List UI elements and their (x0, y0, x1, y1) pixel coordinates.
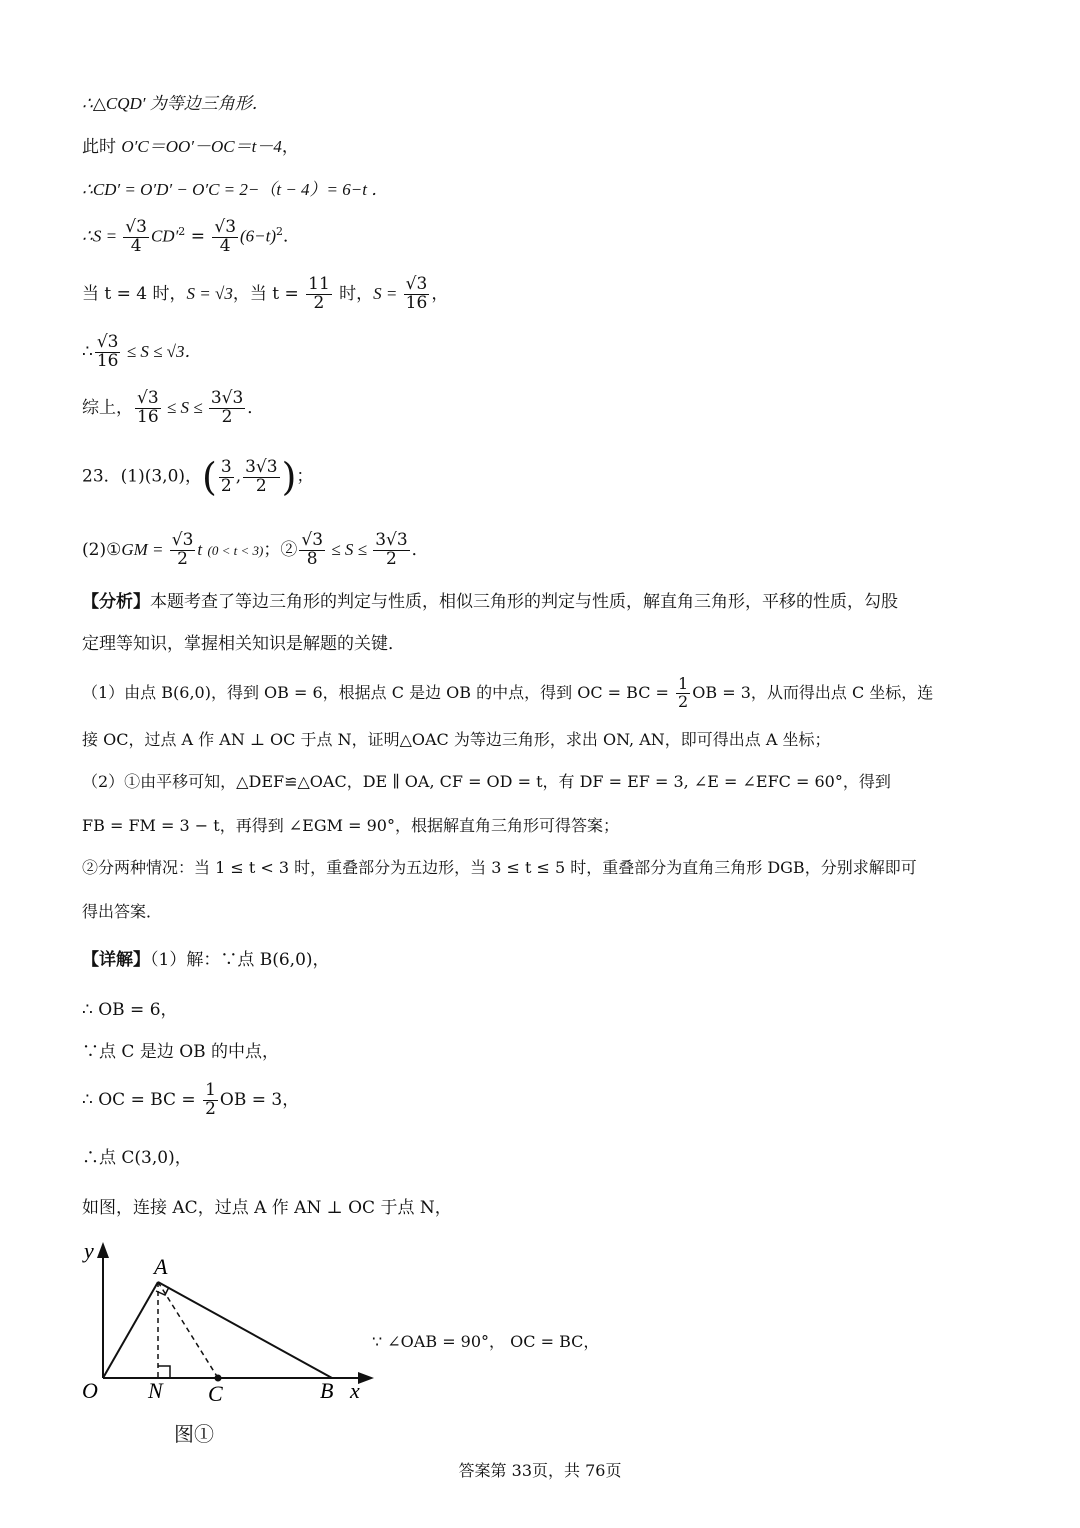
label-n: N (148, 1378, 163, 1403)
line-range-second-case: ∴ $\frac{√3}{16}$ ≤ S ≤ √3． (82, 332, 202, 371)
analysis-paragraph-cont: 定理等知识，掌握相关知识是解题的关键． (82, 634, 405, 654)
segment-ab (158, 1282, 332, 1378)
label-y: y (84, 1238, 94, 1263)
analysis-step2-cont: FB = FM = 3 − t，再得到 ∠EGM = 90°，根据解直角三角形可得答案； (82, 816, 619, 835)
detail-line-7: ∵ ∠OAB = 90°， OC = BC， (372, 1332, 600, 1351)
fraction: $\frac{3}{2}$ (220, 456, 232, 496)
label-o: O (82, 1378, 98, 1403)
line-equilateral-cqd: ∴△CQD′ 为等边三角形． (82, 94, 269, 113)
analysis-step3-cont: 得出答案． (82, 902, 163, 921)
fraction: $\frac{3√3}{2}$ (210, 388, 244, 427)
line-overall-range: 综上， $\frac{√3}{16}$ ≤ S ≤ $\frac{3√3}{2}$ ． (82, 388, 265, 427)
segment-ac (158, 1282, 218, 1378)
line-area-formula: ∴S = $\frac{√3}{4}$ $CD'^2$ = $\frac{√3}{4}$ $(6-t)^2$． (82, 216, 301, 256)
detail-line-3: ∵点 C 是边 OB 的中点， (82, 1042, 280, 1062)
line-answer-23-part1: 23．(1)(3,0)，( $\frac{3}{2}$ , $\frac{3√3}{2}$ )； (82, 455, 314, 499)
x-axis-arrow (358, 1372, 374, 1384)
fraction: $\frac{√3}{4}$ (125, 216, 147, 256)
fraction: $\frac{√3}{16}$ (96, 332, 119, 371)
analysis-step2: （2）①由平移可知，△DEF≌△OAC，DE ∥ OA, CF = OD = t，有 DF = EF = 3, ∠E = ∠EFC = 60°，得到 (82, 772, 891, 791)
figure-caption: 图① (174, 1422, 214, 1446)
detail-line-6: 如图，连接 AC，过点 A 作 AN ⊥ OC 于点 N， (82, 1198, 452, 1218)
detail-line-5: ∴点 C(3,0)， (82, 1148, 192, 1168)
label-c: C (208, 1381, 223, 1406)
analysis-step1: （1）由点 B(6,0)，得到 OB = 6，根据点 C 是边 OB 的中点，得到 OC = BC = $\frac{1}{2}$ OB = 3，从而得出点 C 坐标，连 (82, 674, 934, 711)
detail-line-4: ∴ OC = BC = $\frac{1}{2}$ OB = 3， (82, 1080, 300, 1119)
line-endpoint-values: 当 t = 4 时，S = √3，当 t = $\frac{11}{2}$ 时，S = $\frac{√3}{16}$ ， (82, 274, 449, 313)
right-angle-n (158, 1366, 170, 1378)
y-axis-arrow (97, 1242, 109, 1258)
fraction: $\frac{3√3}{2}$ (245, 456, 278, 496)
detail-line-2: ∴ OB = 6， (82, 1000, 178, 1020)
label-a: A (154, 1254, 168, 1279)
fraction: $\frac{11}{2}$ (308, 274, 330, 313)
fraction: $\frac{√3}{4}$ (214, 216, 237, 256)
line-answer-23-part2: (2)①GM = $\frac{√3}{2}$ t (0 < t < 3)；② $\frac{√3}{8}$ ≤ S ≤ $\frac{3√3}{2}$ ． (82, 530, 429, 569)
detail-line-1: 【详解】（1）解：∵点 B(6,0)， (82, 950, 330, 970)
analysis-step3: ②分两种情况：当 1 ≤ t < 3 时，重叠部分为五边形，当 3 ≤ t ≤ 5 时，重叠部分为直角三角形 DGB，分别求解即可 (82, 858, 917, 877)
label-b: B (320, 1378, 334, 1403)
analysis-paragraph: 【分析】本题考查了等边三角形的判定与性质，相似三角形的判定与性质，解直角三角形，平移的性质，勾股 (82, 592, 898, 612)
fraction: $\frac{1}{2}$ (205, 1080, 216, 1119)
line-oc-length: 此时 O′C＝OO′－OC＝t－4， (82, 137, 299, 157)
fraction: $\frac{3√3}{2}$ (375, 530, 408, 569)
fraction: $\frac{√3}{16}$ (405, 274, 428, 313)
fraction: $\frac{√3}{2}$ (171, 530, 194, 569)
line-cd-length: ∴CD′ = O′D′ − O′C = 2−（t − 4）= 6−t ． (82, 180, 389, 199)
figure-svg (76, 1236, 386, 1476)
fraction: $\frac{√3}{16}$ (137, 388, 159, 427)
fraction: $\frac{√3}{8}$ (301, 530, 324, 569)
segment-oa (103, 1282, 158, 1378)
label-x: x (350, 1378, 360, 1403)
fraction: $\frac{1}{2}$ (678, 674, 689, 711)
analysis-step1-cont: 接 OC，过点 A 作 AN ⊥ OC 于点 N，证明△OAC 为等边三角形，求出 ON, AN，即可得出点 A 坐标； (82, 730, 831, 749)
page-footer: 答案第 33页，共 76页 (458, 1461, 622, 1480)
triangle-figure (76, 1236, 386, 1476)
